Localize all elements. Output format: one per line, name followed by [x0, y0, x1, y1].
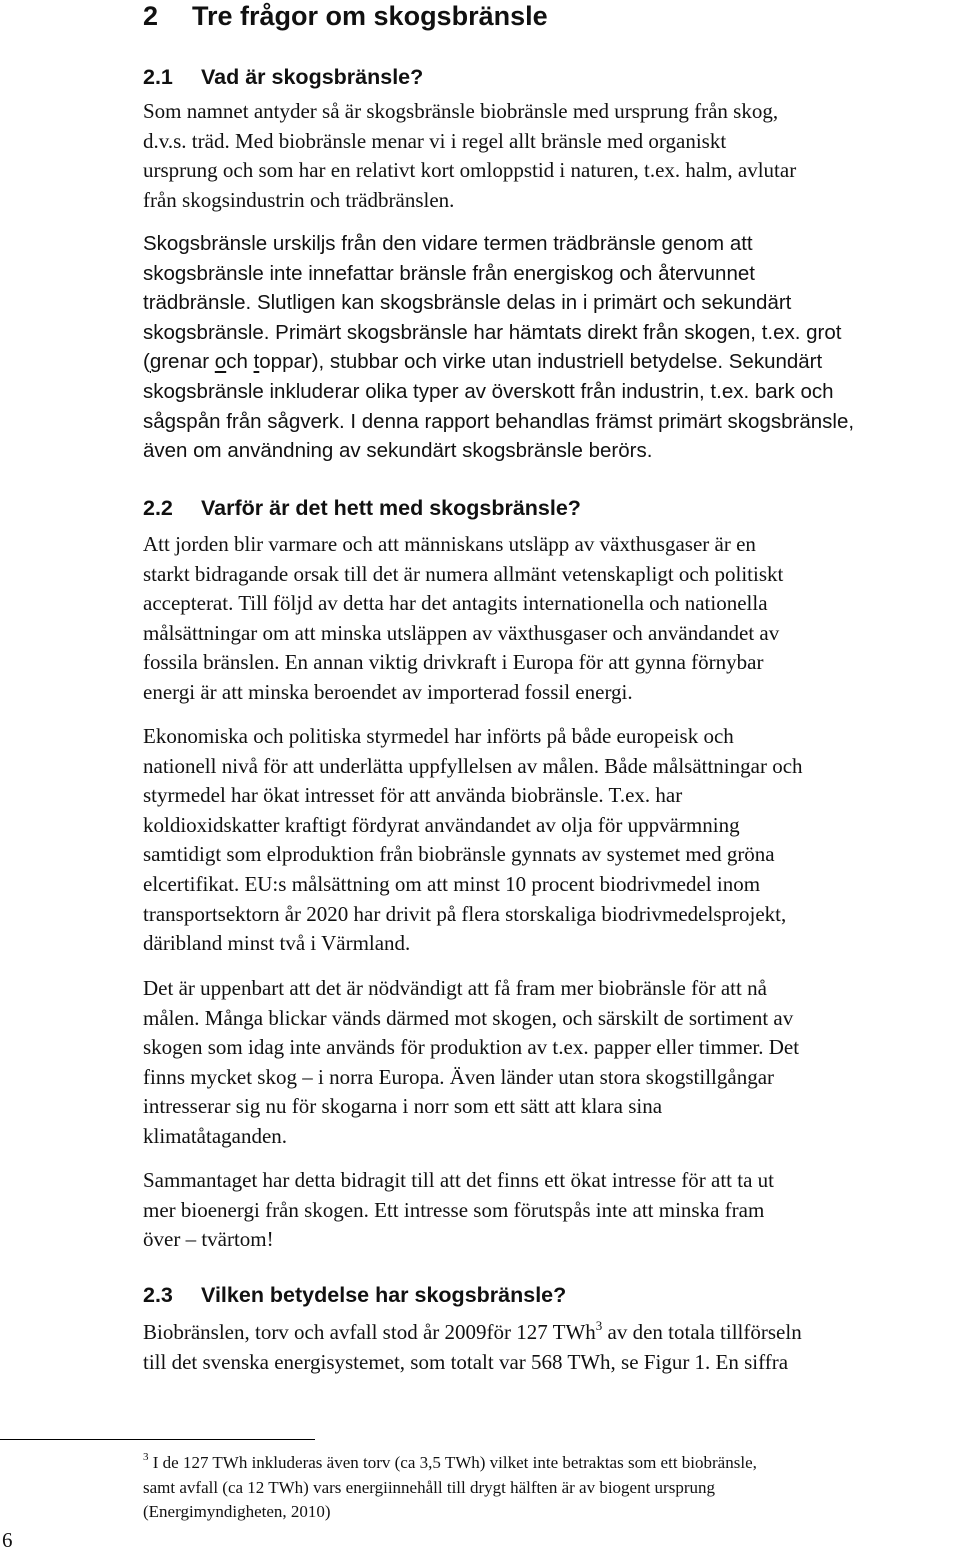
text-line: transportsektorn år 2020 har drivit på flera storskaliga biodrivmedelsprojekt, — [143, 901, 787, 926]
section-number: 2.3 — [143, 1283, 173, 1307]
text-line: över – tvärtom! — [143, 1227, 274, 1252]
text-line: starkt bidragande orsak till det är numera allmänt vetenskapligt och politiskt — [143, 561, 784, 586]
text-line: Som namnet antyder så är skogsbränsle biobränsle med ursprung från skog, — [143, 99, 779, 123]
section-heading-2-2 — [143, 494, 581, 522]
text-line: d.v.s. träd. Med biobränsle menar vi i regel allt bränsle med organiskt — [143, 128, 727, 153]
paragraph — [143, 229, 854, 466]
text-line: trädbränsle. Slutligen kan skogsbränsle delas in i primärt och sekundärt — [143, 291, 792, 315]
text-line: samtidigt som elproduktion från biobränsle gynnats av systemet med gröna — [143, 842, 775, 867]
text-fragment: Biobränslen, torv och avfall stod år 2009för 127 TWh — [143, 1320, 596, 1344]
text-line: energi är att minska beroendet av importerad fossil energi. — [143, 679, 633, 704]
text-line: skogen som idag inte används för produktion av t.ex. papper eller timmer. Det — [143, 1035, 800, 1060]
chapter-title: Tre frågor om skogsbränsle — [192, 1, 548, 31]
text-fragment: renar — [161, 350, 215, 374]
text-line: Sammantaget har detta bidragit till att det finns ett ökat intresse för att ta ut — [143, 1168, 774, 1192]
text-line: Skogsbränsle urskiljs från den vidare termen trädbränsle genom att — [143, 232, 753, 255]
text-line: accepterat. Till följd av detta har det antagits internationella och nationella — [143, 591, 768, 616]
text-line: mer bioenergi från skogen. Ett intresse som förutspås inte att minska fram — [143, 1197, 765, 1222]
text-line: sågspån från sågverk. I denna rapport behandlas främst primärt skogsbränsle, — [143, 409, 855, 433]
underlined-letter: t — [253, 350, 260, 374]
text-line — [143, 347, 854, 377]
text-line: elcertifikat. EU:s målsättning om att minst 10 procent biodrivmedel inom — [143, 871, 761, 896]
text-line: Det är uppenbart att det är nödvändigt att få fram mer biobränsle för att nå — [143, 976, 767, 1000]
text-line: målen. Många blickar vänds därmed mot skogen, och särskilt de sortiment av — [143, 1005, 794, 1030]
footnote-line: samt avfall (ca 12 TWh) vars energiinnehåll till drygt hälften är av biogent ursprung — [143, 1477, 715, 1497]
section-heading-2-3 — [143, 1281, 566, 1309]
text-line: däribland minst två i Värmland. — [143, 931, 411, 956]
text-line: till det svenska energisystemet, som totalt var 568 TWh, se Figur 1. En siffra — [143, 1349, 789, 1374]
footnote-separator — [0, 1439, 315, 1440]
underlined-letter: g — [149, 350, 162, 374]
text-line: målsättningar om att minska utsläppen av växthusgaser och användandet av — [143, 620, 780, 645]
footnote — [143, 1451, 757, 1525]
section-number: 2.1 — [143, 65, 173, 89]
footnote-reference[interactable]: 3 — [595, 1318, 603, 1333]
paragraph — [143, 1166, 774, 1255]
text-line: även om användning av sekundärt skogsbränsle berörs. — [143, 439, 653, 463]
page-number: 6 — [2, 1528, 13, 1552]
text-fragment: ch — [226, 350, 254, 374]
footnote-marker: 3 — [143, 1451, 149, 1463]
section-number: 2.2 — [143, 496, 173, 520]
section-heading-2-1 — [143, 63, 423, 91]
section-title: Vad är skogsbränsle? — [201, 65, 424, 89]
text-fragment: I de 127 TWh inkluderas även torv (ca 3,5 TWh) vilket inte betraktas som ett biobränsle, — [148, 1453, 757, 1472]
text-fragment: ( — [143, 350, 150, 374]
section-title: Vilken betydelse har skogsbränsle? — [201, 1283, 567, 1307]
text-line: skogsbränsle. Primärt skogsbränsle har hämtats direkt från skogen, t.ex. grot — [143, 320, 842, 344]
text-line: nationell nivå för att underlätta uppfyllelsen av målen. Både målsättningar och — [143, 753, 803, 778]
paragraph — [143, 1318, 802, 1377]
text-line: finns mycket skog – i norra Europa. Även länder utan stora skogstillgångar — [143, 1064, 775, 1089]
text-line: styrmedel har ökat intresset för att använda biobränsle. T.ex. har — [143, 783, 683, 808]
text-line: ursprung och som har en relativt kort omloppstid i naturen, t.ex. halm, avlutar — [143, 158, 797, 183]
chapter-heading — [143, 0, 548, 32]
section-title: Varför är det hett med skogsbränsle? — [201, 496, 581, 520]
text-fragment: oppar), stubbar och virke utan industriell betydelse. Sekundärt — [259, 350, 823, 374]
paragraph — [143, 530, 783, 708]
text-line: koldioxidskatter kraftigt fördyrat användandet av olja för uppvärmning — [143, 812, 740, 837]
text-line: Ekonomiska och politiska styrmedel har införts på både europeisk och — [143, 724, 734, 748]
text-line — [143, 1318, 802, 1348]
paragraph — [143, 722, 803, 959]
text-fragment: av den totala tillförseln — [602, 1320, 802, 1344]
text-line: skogsbränsle inte innefattar bränsle från energiskog och återvunnet — [143, 261, 755, 285]
paragraph — [143, 97, 796, 215]
footnote-line — [143, 1451, 757, 1476]
footnote-line: (Energimyndigheten, 2010) — [143, 1502, 331, 1521]
chapter-number: 2 — [143, 1, 159, 31]
text-line: klimatåtaganden. — [143, 1123, 288, 1148]
paragraph — [143, 974, 799, 1152]
text-line: intresserar sig nu för skogarna i norr som ett sätt att klara sina — [143, 1094, 663, 1119]
text-line: från skogsindustrin och trädbränslen. — [143, 187, 455, 212]
text-line: fossila bränslen. En annan viktig drivkraft i Europa för att gynna förnybar — [143, 650, 764, 675]
underlined-letter: o — [214, 350, 227, 374]
text-line: skogsbränsle inkluderar olika typer av överskott från industrin, t.ex. bark och — [143, 379, 834, 403]
text-line: Att jorden blir varmare och att människans utsläpp av växthusgaser är en — [143, 532, 756, 556]
